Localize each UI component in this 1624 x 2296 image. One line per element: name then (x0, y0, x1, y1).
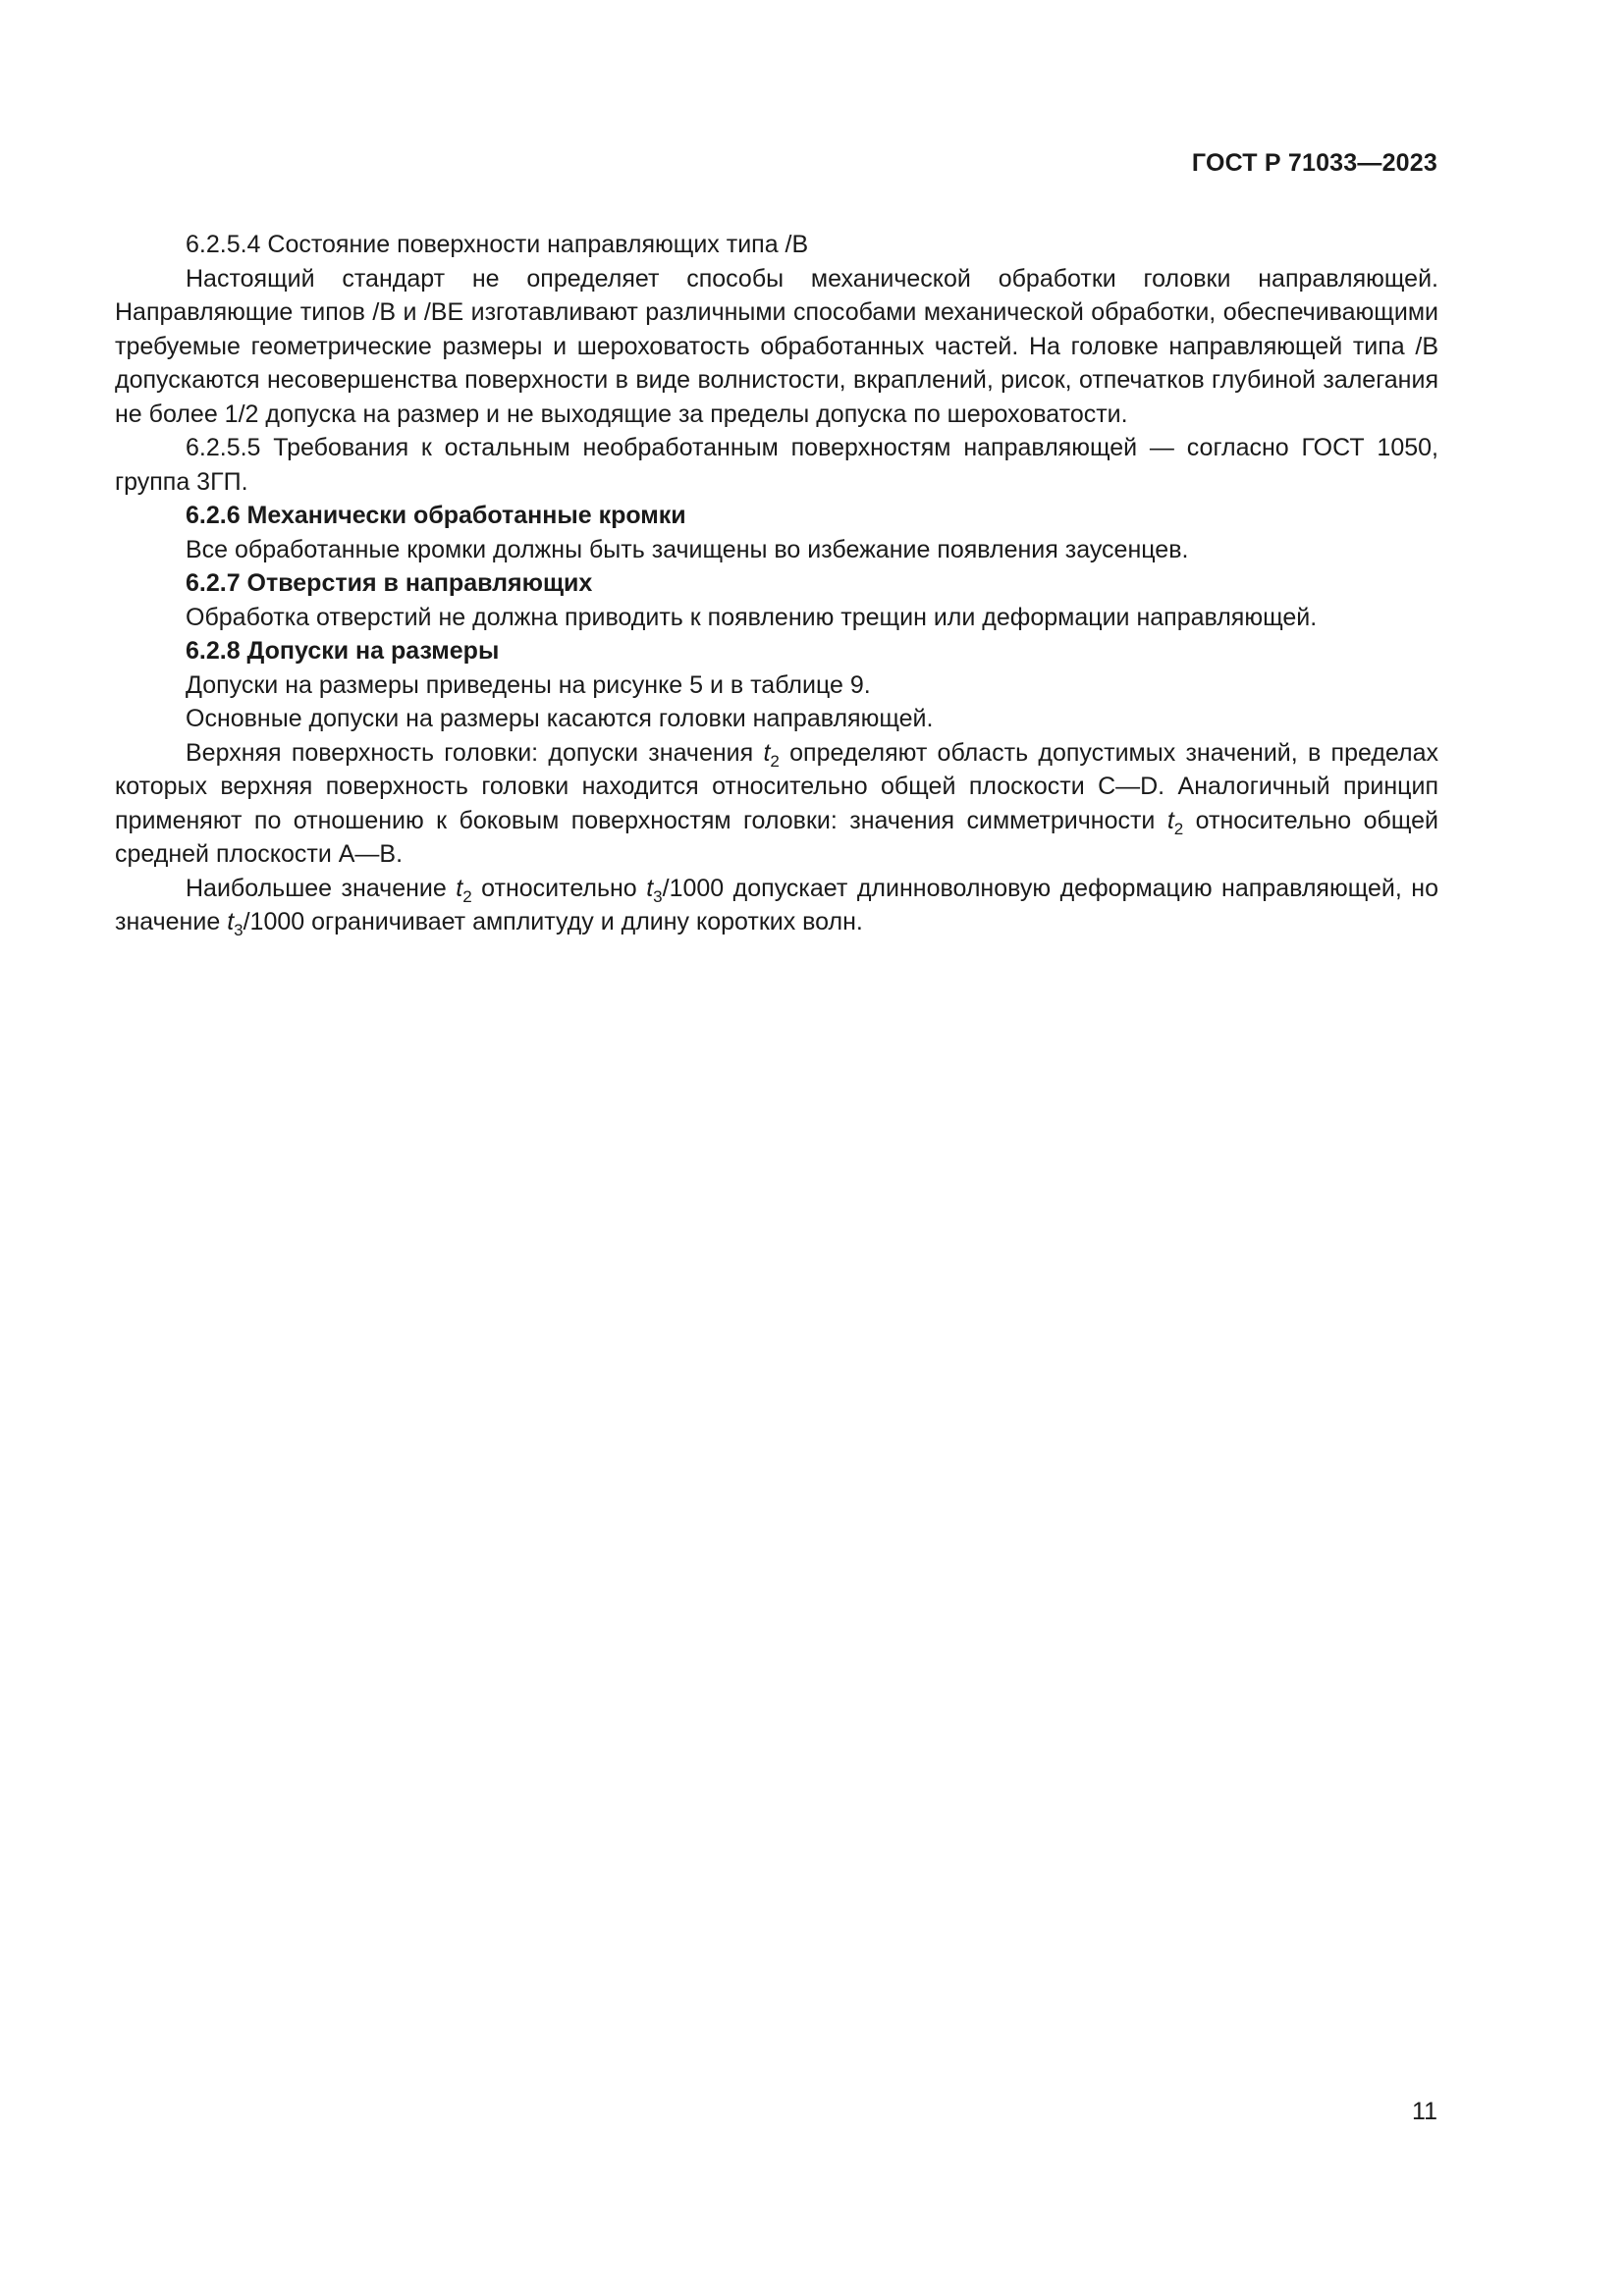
var-t: t (227, 908, 235, 935)
section-6-2-6-text: Все обработанные кромки должны быть зачищены во избежание появления заусенцев. (186, 535, 1189, 563)
document-body (115, 228, 1438, 939)
subscript: 2 (1173, 819, 1184, 838)
top-surface-text-a: Верхняя поверхность головки: допуски значения (186, 738, 764, 767)
max-value-text-d: /1000 ограничивает амплитуду и длину коротких волн. (243, 908, 863, 935)
section-6-2-6-title: 6.2.6 Механически обработанные кромки (186, 502, 686, 529)
section-6-2-5-4-title: 6.2.5.4 Состояние поверхности направляющих типа /B (186, 231, 809, 258)
max-value-text-c: /1000 допускает длинноволновую деформацию направляющей, но значение (115, 874, 1438, 935)
document-header: ГОСТ Р 71033—2023 (1191, 149, 1437, 177)
var-t: t (763, 738, 771, 767)
page-number: 11 (1412, 2098, 1437, 2125)
top-surface-text-b: определяют область допустимых значений, в пределах которых верхняя поверхность головки находится относительно общей плоскости C—D. Аналогичный принцип применяют по отношению к боковым поверхностям головки: значения симметричности (115, 738, 1438, 834)
max-value-text-a: Наибольшее значение (186, 874, 457, 902)
var-t: t (456, 874, 463, 902)
subscript: 2 (462, 886, 472, 906)
section-6-2-5-5-text: 6.2.5.5 Требования к остальным необработанным поверхностям направляющей — согласно ГОСТ 1050, группа 3ГП. (115, 434, 1438, 496)
var-t: t (646, 874, 654, 902)
section-6-2-7-text: Обработка отверстий не должна приводить к появлению трещин или деформации направляющей. (186, 603, 1318, 631)
top-surface-paragraph (115, 736, 1438, 872)
section-6-2-7-title: 6.2.7 Отверстия в направляющих (186, 569, 593, 597)
subscript: 2 (770, 751, 780, 771)
section-6-2-8-title: 6.2.8 Допуски на размеры (186, 637, 500, 665)
subscript: 3 (653, 886, 663, 906)
section-6-2-5-4-text: Настоящий стандарт не определяет способы механической обработки головки направляющей. Направляющие типов /B и /BE изготавливают различными способами механической обработки, обеспечивающими требуемые геометрические размеры и шероховатость обработанных частей. На головке направляющей типа /B допускаются несовершенства поверхности в виде волнистости, вкраплений, рисок, отпечатков глубиной залегания не более 1/2 допуска на размер и не выходящие за пределы допуска по шероховатости. (115, 264, 1438, 428)
var-t: t (1166, 806, 1174, 834)
max-value-paragraph (115, 872, 1438, 939)
section-6-2-8-text-1: Допуски на размеры приведены на рисунке 5 и в таблице 9. (186, 670, 871, 699)
subscript: 3 (234, 921, 244, 939)
max-value-text-b: относительно (471, 874, 647, 902)
top-surface-text-c: относительно общей средней плоскости A—B. (115, 806, 1438, 868)
section-6-2-8-text-2: Основные допуски на размеры касаются головки направляющей. (186, 705, 934, 732)
